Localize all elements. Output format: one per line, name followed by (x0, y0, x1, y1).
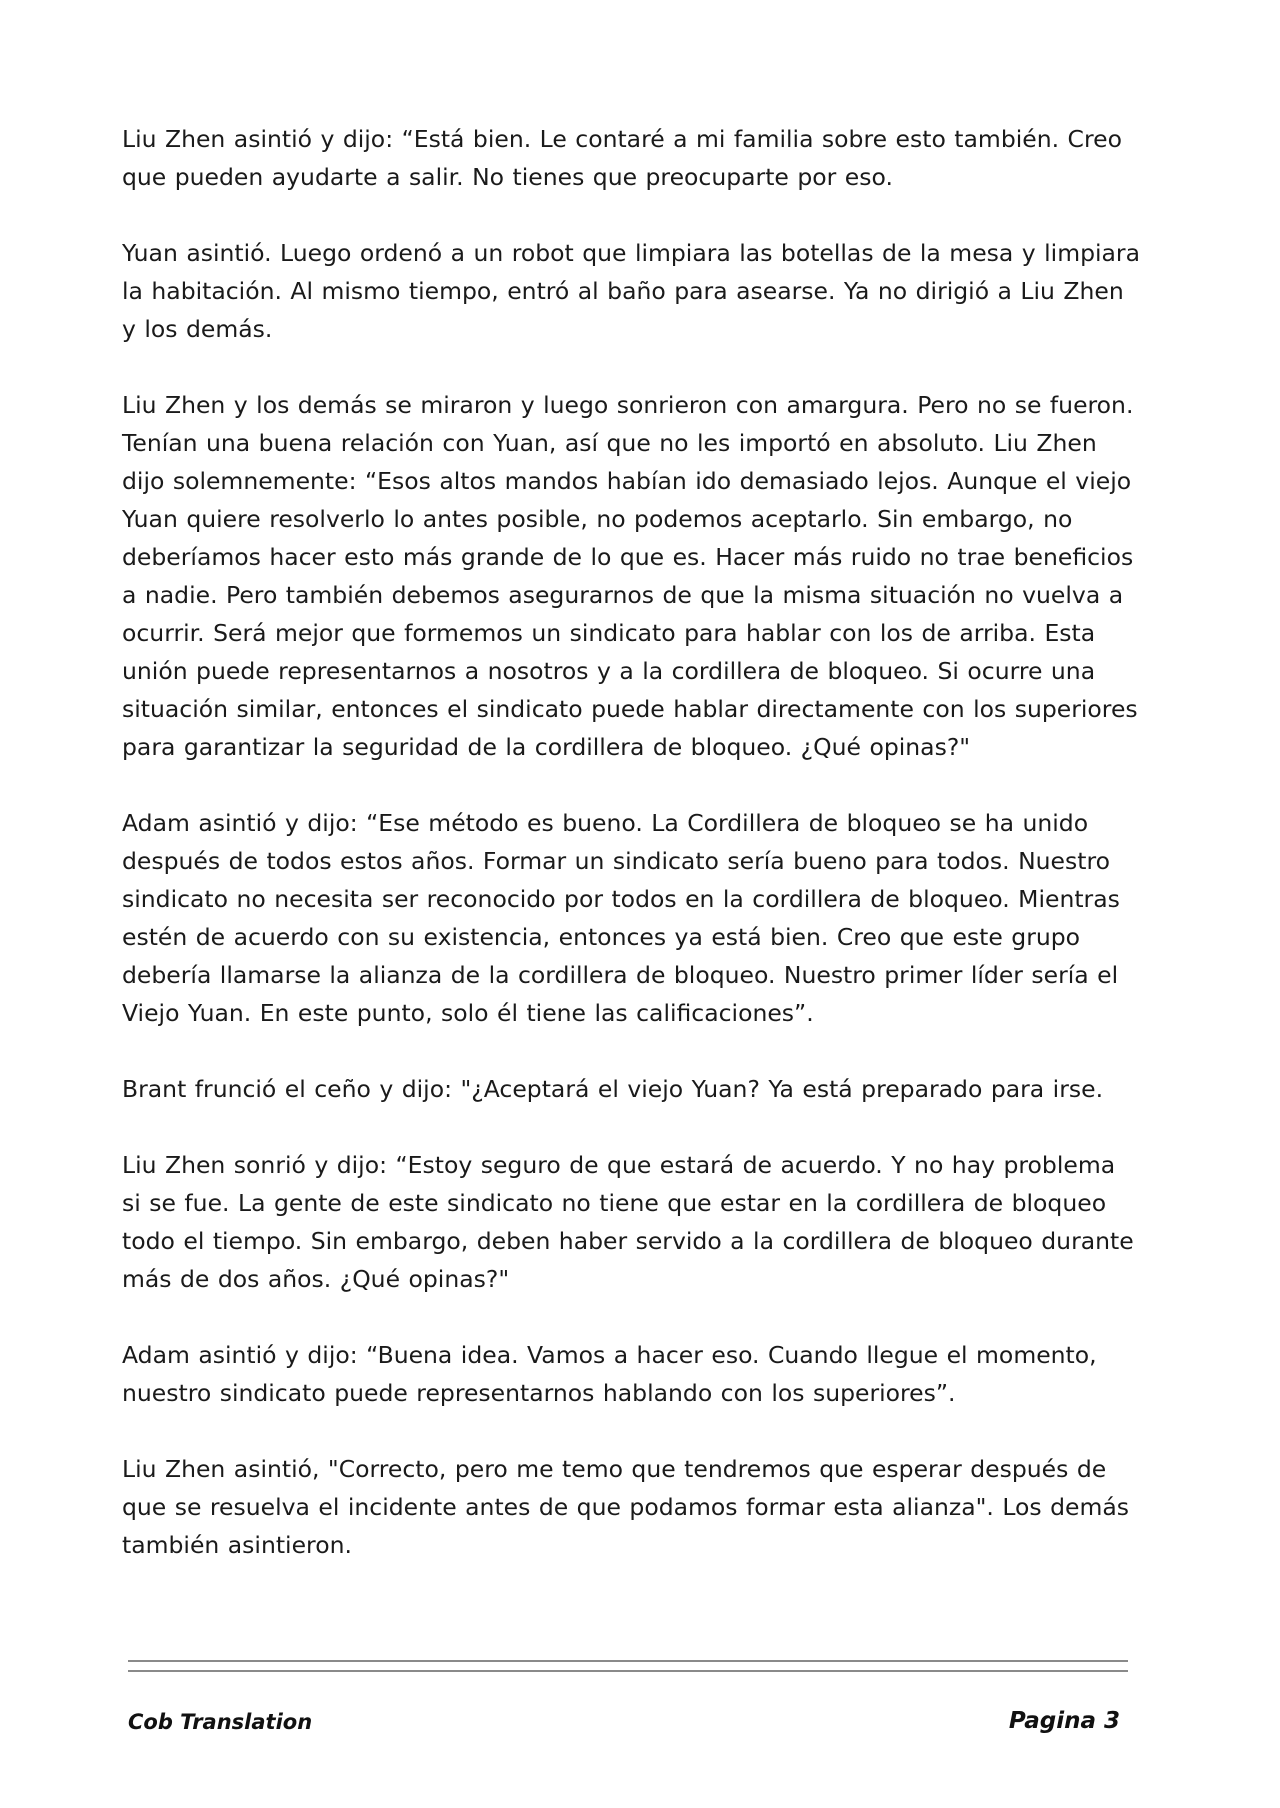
paragraph: Yuan asintió. Luego ordenó a un robot que limpiara las botellas de la mesa y limpiara la habitación. Al mismo tiempo, entró al baño para asearse. Ya no dirigió a Liu Zhen y los demás. (122, 239, 1140, 343)
footer-publisher: Cob Translation (128, 1710, 313, 1734)
paragraph: Liu Zhen sonrió y dijo: “Estoy seguro de que estará de acuerdo. Y no hay problema si se fue. La gente de este sindicato no tiene que estar en la cordillera de bloqueo todo el tiempo. Sin embargo, deben haber servido a la cordillera de bloqueo durante más de dos años. ¿Qué opinas?" (122, 1151, 1134, 1293)
paragraph: Liu Zhen asintió y dijo: “Está bien. Le contaré a mi familia sobre esto también. Creo que pueden ayudarte a salir. No tienes que preocuparte por eso. (122, 125, 1122, 191)
paragraph: Liu Zhen y los demás se miraron y luego sonrieron con amargura. Pero no se fueron. Tenían una buena relación con Yuan, así que no les importó en absoluto. Liu Zhen dijo solemnemente: “Esos altos mandos habían ido demasiado lejos. Aunque el viejo Yuan quiere resolverlo lo antes posible, no podemos aceptarlo. Sin embargo, no deberíamos hacer esto más grande de lo que es. Hacer más ruido no trae beneficios a nadie. Pero también debemos asegurarnos de que la misma situación no vuelva a ocurrir. Será mejor que formemos un sindicato para hablar con los de arriba. Esta unión puede representarnos a nosotros y a la cordillera de bloqueo. Si ocurre una situación similar, entonces el sindicato puede hablar directamente con los superiores para garantizar la seguridad de la cordillera de bloqueo. ¿Qué opinas?" (122, 391, 1138, 761)
body-text (122, 120, 1142, 1602)
paragraph: Brant frunció el ceño y dijo: "¿Aceptará el viejo Yuan? Ya está preparado para irse. (122, 1075, 1104, 1103)
footer-rule-top (128, 1660, 1128, 1662)
paragraph: Adam asintió y dijo: “Buena idea. Vamos a hacer eso. Cuando llegue el momento, nuestro sindicato puede representarnos hablando con los superiores”. (122, 1341, 1097, 1407)
paragraph: Adam asintió y dijo: “Ese método es bueno. La Cordillera de bloqueo se ha unido después de todos estos años. Formar un sindicato sería bueno para todos. Nuestro sindicato no necesita ser reconocido por todos en la cordillera de bloqueo. Mientras estén de acuerdo con su existencia, entonces ya está bien. Creo que este grupo debería llamarse la alianza de la cordillera de bloqueo. Nuestro primer líder sería el Viejo Yuan. En este punto, solo él tiene las calificaciones”. (122, 809, 1120, 1027)
footer-page-number: Pagina 3 (1008, 1708, 1120, 1734)
paragraph: Liu Zhen asintió, "Correcto, pero me temo que tendremos que esperar después de que se resuelva el incidente antes de que podamos formar esta alianza". Los demás también asintieron. (122, 1455, 1130, 1559)
footer-divider (128, 1660, 1128, 1680)
footer-rule-bottom (128, 1670, 1128, 1672)
